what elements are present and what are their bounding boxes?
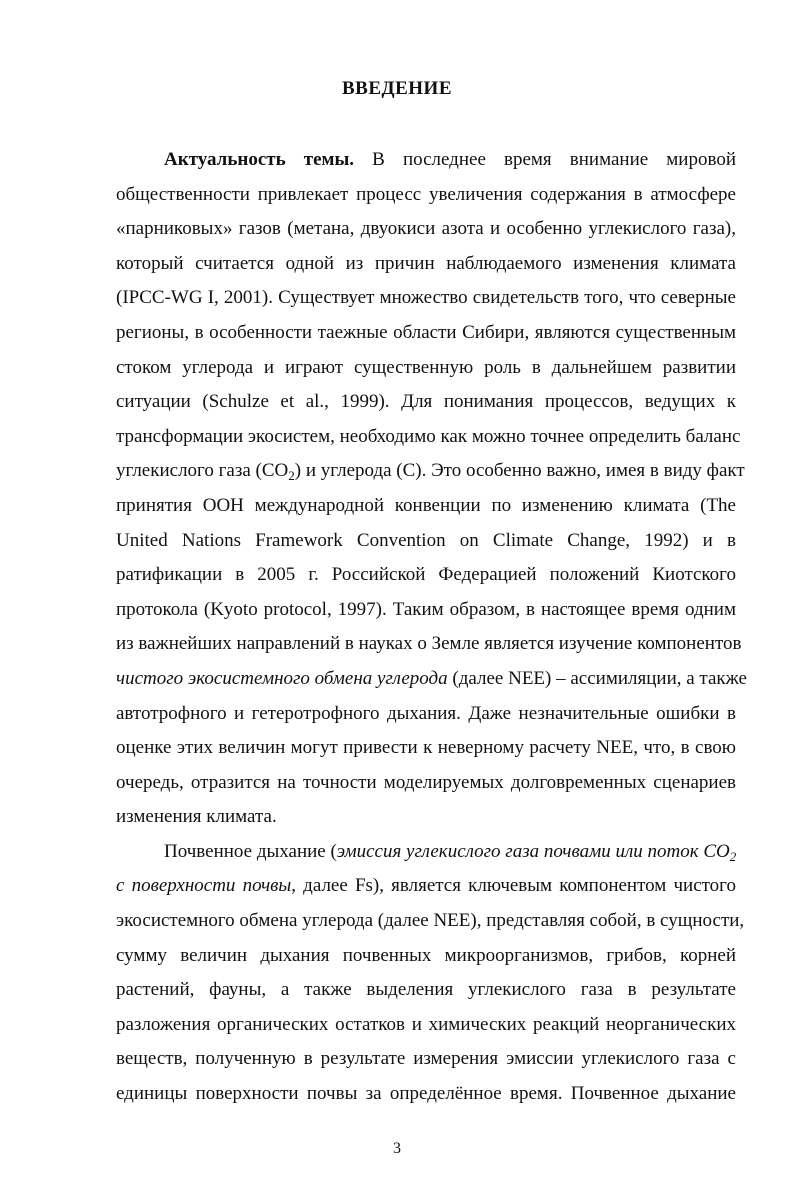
text-segment: который считается одной из причин наблюдаемого изменения климата (116, 252, 736, 274)
text-segment: регионы, в особенности таежные области Сибири, являются существенным (116, 321, 736, 343)
text-segment: В последнее время внимание мировой (354, 149, 736, 170)
text-segment: United Nations Framework Convention on Climate Change, 1992) и в (116, 529, 736, 551)
text-segment: автотрофного и гетеротрофного дыхания. Даже незначительные ошибки в (116, 702, 736, 724)
text-segment: принятия ООН международной конвенции по изменению климата (The (116, 494, 736, 516)
text-line (116, 1042, 736, 1077)
text-line (116, 766, 736, 801)
text-line (116, 558, 736, 593)
text-segment: оценке этих величин могут привести к неверному расчету NEE, что, в свою (116, 737, 736, 759)
text-segment: очередь, отразится на точности моделируемых долговременных сценариев (116, 771, 736, 793)
text-line (116, 904, 745, 939)
text-segment: трансформации экосистем, необходимо как можно точнее определить баланс (116, 425, 741, 447)
text-line (116, 143, 736, 178)
text-segment: растений, фауны, а также выделения углекислого газа в результате (116, 979, 736, 1001)
text-segment: углекислого газа (CO (116, 460, 289, 482)
text-segment: (далее NEE) – ассимиляции, а также (447, 667, 747, 689)
text-segment: единицы поверхности почвы за определённое время. Почвенное дыхание (116, 1083, 736, 1105)
text-line (116, 662, 747, 697)
text-segment: веществ, полученную в результате измерения эмиссии углекислого газа с (116, 1048, 736, 1070)
text-line (116, 524, 736, 559)
text-line (116, 489, 736, 524)
text-segment: экосистемного обмена углерода (далее NEE), представляя собой, в сущности, (116, 910, 745, 932)
text-segment: разложения органических остатков и химических реакций неорганических (116, 1013, 736, 1035)
text-line (116, 731, 736, 766)
text-line (116, 1008, 736, 1043)
text-line (116, 593, 736, 628)
text-segment: стоком углерода и играют существенную роль в дальнейшем развитии (116, 356, 736, 378)
text-segment: протокола (Kyoto protocol, 1997). Таким образом, в настоящее время одним (116, 598, 736, 620)
body-text (116, 143, 747, 1112)
text-line (116, 212, 736, 247)
text-segment: Почвенное дыхание ( (164, 840, 337, 862)
text-line (116, 697, 736, 732)
text-segment: 2 (729, 848, 737, 864)
text-segment: «парниковых» газов (метана, двуокиси азота и особенно углекислого газа), (116, 218, 736, 240)
text-segment: ситуации (Schulze et al., 1999). Для понимания процессов, ведущих к (116, 391, 736, 413)
text-line (116, 420, 741, 455)
text-line (116, 281, 736, 316)
text-line (116, 385, 736, 420)
text-line (116, 939, 736, 974)
page-number: 3 (393, 1140, 401, 1157)
text-line (116, 178, 736, 213)
text-segment: изменения климата. (116, 806, 277, 828)
text-line (116, 351, 736, 386)
text-line (116, 1077, 736, 1112)
text-line (116, 800, 736, 835)
text-line (116, 316, 736, 351)
text-segment: ) и углерода (C). Это особенно важно, имея в виду факт (294, 460, 745, 482)
text-segment: 2 (288, 468, 295, 484)
text-segment: чистого экосистемного обмена углерода (116, 667, 448, 689)
text-segment: Актуальность темы. (164, 149, 355, 170)
text-segment: с поверхности почвы (116, 875, 292, 897)
text-segment: ратификации в 2005 г. Российской Федерацией положений Киотского (116, 564, 736, 586)
text-line (116, 454, 745, 489)
page-title: ВВЕДЕНИЕ (342, 78, 452, 99)
text-segment: , далее Fs), является ключевым компонентом чистого (291, 875, 737, 897)
text-line (116, 869, 736, 904)
text-line (116, 973, 736, 1008)
text-segment: (IPCC-WG I, 2001). Существует множество свидетельств того, что северные (116, 287, 736, 309)
text-segment: сумму величин дыхания почвенных микроорганизмов, грибов, корней (116, 944, 736, 966)
text-segment: общественности привлекает процесс увеличения содержания в атмосфере (116, 183, 736, 205)
text-line (116, 627, 742, 662)
text-segment: эмиссия углекислого газа почвами или поток CO (336, 840, 730, 862)
text-segment: из важнейших направлений в науках о Земле является изучение компонентов (116, 633, 742, 655)
text-line (116, 835, 736, 870)
text-line (116, 247, 736, 282)
